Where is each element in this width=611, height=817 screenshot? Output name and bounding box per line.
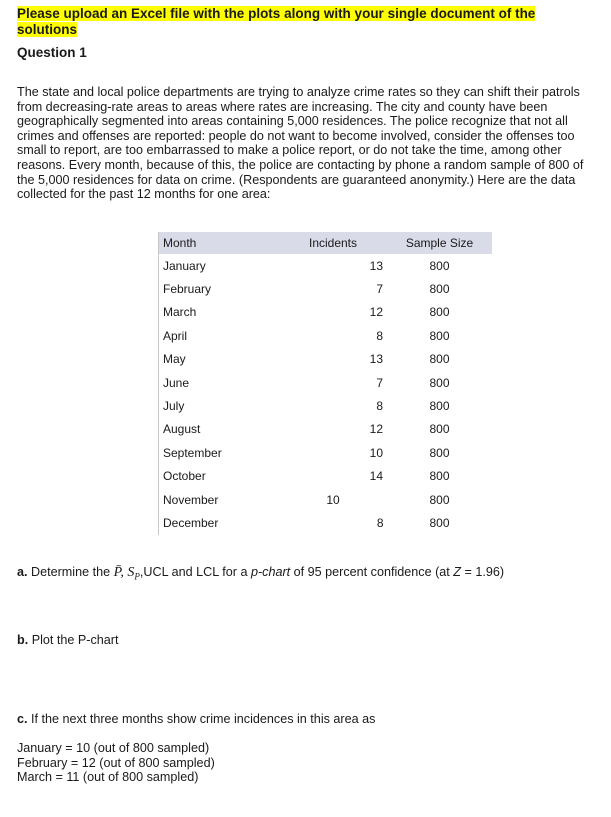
incidents-cell: 13 xyxy=(369,352,383,367)
table-row xyxy=(159,441,492,464)
month-cell: April xyxy=(159,324,280,347)
incidents-cell: 7 xyxy=(376,375,383,390)
part-b-question xyxy=(17,633,119,647)
part-b-text: Plot the P-chart xyxy=(31,633,119,647)
incidents-cell: 10 xyxy=(326,492,340,507)
list-item: February = 12 (out of 800 sampled) xyxy=(17,755,215,770)
incidents-cell: 12 xyxy=(369,422,383,437)
incidents-cell: 8 xyxy=(376,399,383,414)
sample-size-cell: 800 xyxy=(429,352,450,367)
incidents-cell: 12 xyxy=(369,305,383,320)
incidents-cell: 8 xyxy=(376,328,383,343)
incidents-cell: 13 xyxy=(369,258,383,273)
month-cell: March xyxy=(159,301,280,324)
table-row xyxy=(159,488,492,511)
problem-statement: The state and local police departments are trying to analyze crime rates so they can shift their patrols from decreasing-rate areas to areas where rates are increasing. The city and county have been geographically segmented into areas containing 5,000 residences. The police recognize that not all crimes and offenses are reported: people do not want to become involved, consider the offenses too small to report, are too embarrassed to make a police report, or do not take the time, among other reasons. Every month, because of this, the police are contacting by phone a random sample of 800 of the 5,000 residences for data on crime. (Respondents are guaranteed anonymity.) Here are the data collected for the past 12 months for one area: xyxy=(17,85,584,202)
table-row xyxy=(159,418,492,441)
sp-subscript: P xyxy=(134,571,140,582)
month-cell: November xyxy=(159,488,280,511)
table-row xyxy=(159,254,492,277)
sample-size-cell: 800 xyxy=(429,492,450,507)
sample-size-cell: 800 xyxy=(429,515,450,530)
month-cell: October xyxy=(159,465,280,488)
part-c-text: If the next three months show crime incidences in this area as xyxy=(31,712,376,726)
list-item: January = 10 (out of 800 sampled) xyxy=(17,741,210,755)
table-row xyxy=(159,394,492,417)
table-row xyxy=(159,511,492,534)
z-value: = 1.96) xyxy=(464,565,505,579)
month-cell: May xyxy=(159,348,280,371)
part-c-question xyxy=(17,712,375,726)
part-c-label: c. xyxy=(17,712,28,726)
crime-data-table xyxy=(158,232,492,535)
sample-size-cell: 800 xyxy=(429,305,450,320)
part-a-text-before: Determine the xyxy=(31,565,111,579)
question-title: Question 1 xyxy=(17,45,87,60)
next-months-list xyxy=(17,741,215,785)
sp-symbol: S xyxy=(127,565,135,580)
part-a-label: a. xyxy=(17,565,28,579)
sample-size-cell: 800 xyxy=(429,328,450,343)
header-month: Month xyxy=(159,232,280,254)
part-b-label: b. xyxy=(17,633,29,647)
header-incidents: Incidents xyxy=(279,232,388,254)
incidents-cell: 14 xyxy=(369,469,383,484)
incidents-cell: 7 xyxy=(376,282,383,297)
sample-size-cell: 800 xyxy=(429,422,450,437)
p-bar-symbol: P̄, xyxy=(113,565,124,580)
header-sample-size: Sample Size xyxy=(388,232,492,254)
upload-instruction-banner xyxy=(17,6,597,38)
month-cell: September xyxy=(159,441,280,464)
incidents-cell: 10 xyxy=(369,445,383,460)
sample-size-cell: 800 xyxy=(429,469,450,484)
month-cell: July xyxy=(159,394,280,417)
part-a-text-end: of 95 percent confidence (at xyxy=(293,565,450,579)
list-item: March = 11 (out of 800 sampled) xyxy=(17,770,199,785)
table-row xyxy=(159,301,492,324)
incidents-cell: 8 xyxy=(376,515,384,530)
z-symbol: Z xyxy=(453,565,461,579)
month-cell: August xyxy=(159,418,280,441)
month-cell: December xyxy=(159,511,280,534)
table-header-row xyxy=(159,232,492,254)
table-row xyxy=(159,465,492,488)
part-a-question xyxy=(17,565,504,582)
table-row xyxy=(159,324,492,347)
sample-size-cell: 800 xyxy=(429,445,450,460)
table-row xyxy=(159,348,492,371)
month-cell: June xyxy=(159,371,280,394)
sample-size-cell: 800 xyxy=(429,258,450,273)
part-a-text-after: ,UCL and LCL for a xyxy=(139,565,248,579)
sample-size-cell: 800 xyxy=(429,282,450,297)
p-chart-term: p-chart xyxy=(250,565,291,579)
sample-size-cell: 800 xyxy=(429,399,450,414)
sample-size-cell: 800 xyxy=(429,375,450,390)
month-cell: January xyxy=(159,254,280,277)
month-cell: February xyxy=(159,277,280,300)
banner-text: Please upload an Excel file with the plots along with your single document of the solutions xyxy=(17,6,536,37)
table-row xyxy=(159,371,492,394)
table-row xyxy=(159,277,492,300)
